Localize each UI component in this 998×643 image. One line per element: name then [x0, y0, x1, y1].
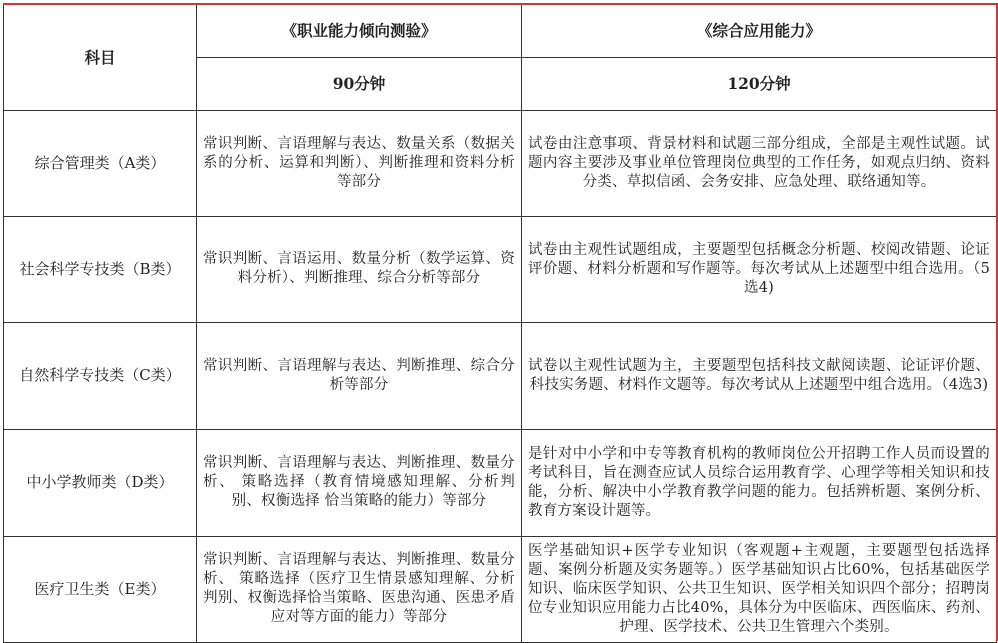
application-cell: 医学基础知识+医学专业知识（客观题+主观题，主要题型包括选择题、案例分析题及实务题等。）医学基础知识占比60%，包括基础医学知识、临床医学知识、公共卫生知识、医学相关知识四个部分；招聘岗位专业知识应用能力占比40%，具体分为中医临床、西医临床、药剂、护理、医学技术、公共卫生管理六个类别。: [522, 536, 997, 642]
application-cell: 试卷以主观性试题为主，主要题型包括科技文献阅读题、论证评价题、科技实务题、材料作文题等。每次考试从上述题型中组合选用。（4选3): [522, 322, 997, 429]
col2-title-cell: 《综合应用能力》: [522, 4, 997, 57]
subject-cell: 社会科学专技类（B类）: [4, 216, 197, 322]
application-cell: 试卷由主观性试题组成，主要题型包括概念分析题、校阅改错题、论证评价题、材料分析题和写作题等。每次考试从上述题型中组合选用。（5选4): [522, 216, 997, 322]
col1-title-cell: 《职业能力倾向测验》: [197, 4, 522, 57]
subject-cell: 综合管理类（A类）: [4, 110, 197, 216]
table-row: [4, 536, 997, 642]
exam-subjects-table: [3, 3, 997, 643]
aptitude-cell: 常识判断、言语理解与表达、判断推理、数量分析、 策略选择（教育情境感知理解、分析判别、权衡选择 恰当策略的能力）等部分: [197, 429, 522, 536]
aptitude-cell: 常识判断、言语理解与表达、判断推理、数量分析、 策略选择（医疗卫生情景感知理解、分析判别、权衡选择恰当策略、医患沟通、医患矛盾应对等方面的能力）等部分: [197, 536, 522, 642]
application-cell: 试卷由注意事项、背景材料和试题三部分组成，全部是主观性试题。试题内容主要涉及事业单位管理岗位典型的工作任务，如观点归纳、资料分类、草拟信函、会务安排、应急处理、联络通知等。: [522, 110, 997, 216]
subject-header-cell: 科目: [4, 4, 197, 110]
col1-duration-cell: 90分钟: [197, 57, 522, 110]
table-row: [4, 429, 997, 536]
table-row: [4, 216, 997, 322]
application-cell: 是针对中小学和中专等教育机构的教师岗位公开招聘工作人员而设置的考试科目，旨在测查应试人员综合运用教育学、心理学等相关知识和技能，分析、解决中小学教育教学问题的能力。包括辨析题、案例分析、教育方案设计题等。: [522, 429, 997, 536]
col2-duration-cell: 120分钟: [522, 57, 997, 110]
aptitude-cell: 常识判断、言语理解与表达、判断推理、综合分析等部分: [197, 322, 522, 429]
subject-cell: 中小学教师类（D类）: [4, 429, 197, 536]
header-row-title: [4, 4, 997, 57]
aptitude-cell: 常识判断、言语理解与表达、数量关系（数据关系的分析、运算和判断）、判断推理和资料分析等部分: [197, 110, 522, 216]
table-row: [4, 110, 997, 216]
subject-cell: 医疗卫生类（E类）: [4, 536, 197, 642]
aptitude-cell: 常识判断、言语运用、数量分析（数学运算、资料分析）、判断推理、综合分析等部分: [197, 216, 522, 322]
subject-cell: 自然科学专技类（C类）: [4, 322, 197, 429]
table-row: [4, 322, 997, 429]
